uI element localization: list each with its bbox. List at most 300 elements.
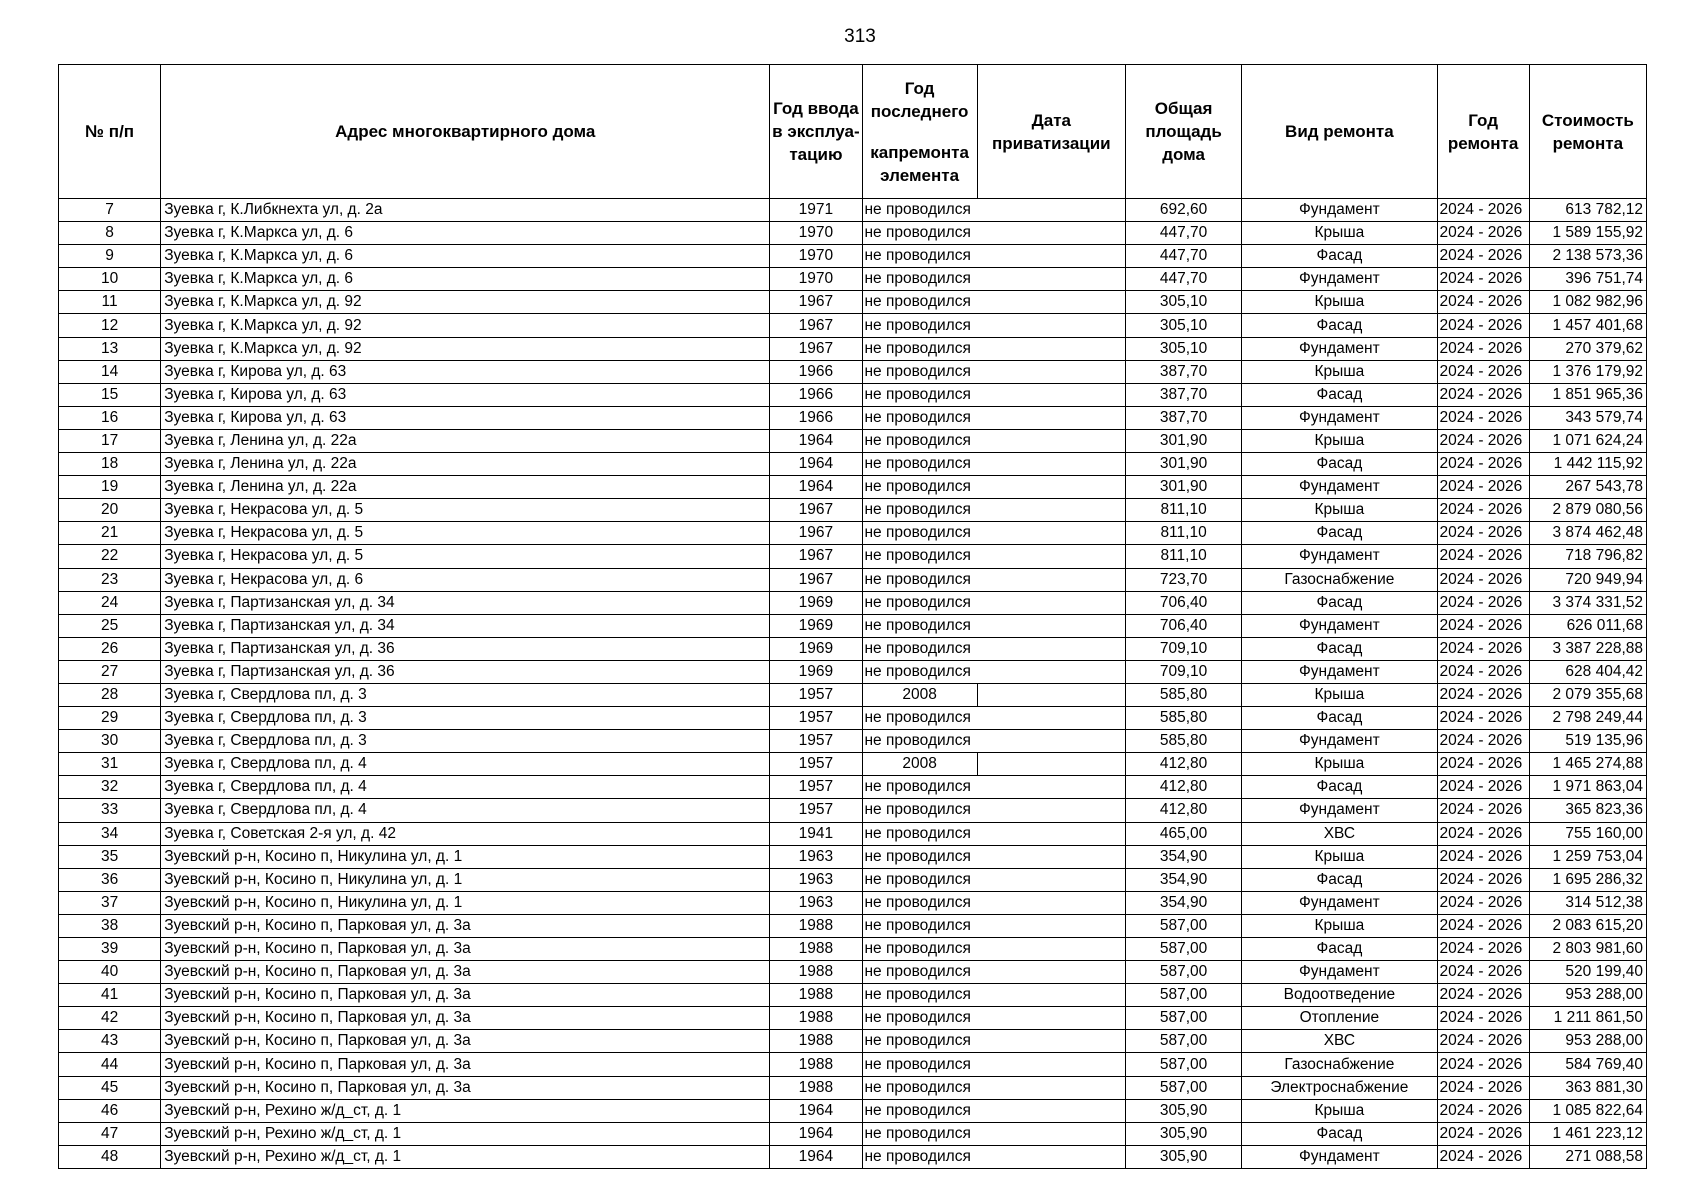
cell-last-repair: не проводился: [862, 291, 977, 314]
cell-repair-kind: Фундамент: [1242, 961, 1437, 984]
cell-last-repair: не проводился: [862, 476, 977, 499]
cell-cost: 267 543,78: [1529, 476, 1646, 499]
table-row: [59, 453, 1647, 476]
cell-year-built: 1967: [770, 522, 862, 545]
cell-year-built: 1988: [770, 914, 862, 937]
cell-privatization: [977, 314, 1125, 337]
table-row: [59, 845, 1647, 868]
table-row: [59, 1122, 1647, 1145]
cell-privatization: [977, 845, 1125, 868]
cell-area: 305,10: [1125, 337, 1241, 360]
cell-address: Зуевский р-н, Косино п, Парковая ул, д. 3а: [161, 938, 770, 961]
header-num: № п/п: [59, 65, 161, 199]
table-row: [59, 660, 1647, 683]
cell-repair-year: 2024 - 2026: [1437, 268, 1529, 291]
cell-repair-year: 2024 - 2026: [1437, 383, 1529, 406]
cell-address: Зуевка г, Ленина ул, д. 22а: [161, 429, 770, 452]
cell-address: Зуевка г, Свердлова пл, д. 3: [161, 730, 770, 753]
cell-address: Зуевка г, К.Маркса ул, д. 6: [161, 222, 770, 245]
table-row: [59, 776, 1647, 799]
cell-privatization: [977, 614, 1125, 637]
cell-last-repair: не проводился: [862, 845, 977, 868]
cell-repair-kind: ХВС: [1242, 822, 1437, 845]
cell-privatization: [977, 499, 1125, 522]
cell-address: Зуевка г, К.Маркса ул, д. 6: [161, 245, 770, 268]
cell-last-repair: не проводился: [862, 799, 977, 822]
cell-area: 465,00: [1125, 822, 1241, 845]
cell-year-built: 1964: [770, 1145, 862, 1168]
table-row: [59, 753, 1647, 776]
cell-last-repair: не проводился: [862, 707, 977, 730]
cell-privatization: [977, 591, 1125, 614]
table-row: [59, 1145, 1647, 1168]
cell-repair-kind: Фасад: [1242, 245, 1437, 268]
cell-cost: 1 971 863,04: [1529, 776, 1646, 799]
cell-repair-year: 2024 - 2026: [1437, 1145, 1529, 1168]
cell-area: 387,70: [1125, 360, 1241, 383]
cell-cost: 1 442 115,92: [1529, 453, 1646, 476]
cell-num: 30: [59, 730, 161, 753]
cell-year-built: 1969: [770, 591, 862, 614]
cell-address: Зуевский р-н, Косино п, Парковая ул, д. 3а: [161, 914, 770, 937]
cell-address: Зуевка г, Свердлова пл, д. 4: [161, 799, 770, 822]
cell-area: 587,00: [1125, 914, 1241, 937]
table-row: [59, 1007, 1647, 1030]
table-row: [59, 614, 1647, 637]
cell-address: Зуевка г, Свердлова пл, д. 4: [161, 753, 770, 776]
cell-year-built: 1964: [770, 476, 862, 499]
cell-cost: 2 798 249,44: [1529, 707, 1646, 730]
table-row: [59, 938, 1647, 961]
cell-address: Зуевка г, Партизанская ул, д. 36: [161, 637, 770, 660]
cell-privatization: [977, 429, 1125, 452]
cell-repair-year: 2024 - 2026: [1437, 637, 1529, 660]
cell-repair-kind: Фасад: [1242, 522, 1437, 545]
cell-num: 20: [59, 499, 161, 522]
cell-area: 709,10: [1125, 660, 1241, 683]
cell-cost: 1 259 753,04: [1529, 845, 1646, 868]
cell-repair-kind: Фасад: [1242, 776, 1437, 799]
cell-repair-year: 2024 - 2026: [1437, 891, 1529, 914]
cell-privatization: [977, 222, 1125, 245]
cell-repair-kind: Фундамент: [1242, 337, 1437, 360]
cell-repair-year: 2024 - 2026: [1437, 245, 1529, 268]
cell-repair-kind: Фундамент: [1242, 268, 1437, 291]
table-row: [59, 591, 1647, 614]
cell-repair-year: 2024 - 2026: [1437, 753, 1529, 776]
cell-num: 21: [59, 522, 161, 545]
cell-num: 33: [59, 799, 161, 822]
cell-repair-year: 2024 - 2026: [1437, 845, 1529, 868]
cell-address: Зуевка г, Ленина ул, д. 22а: [161, 476, 770, 499]
cell-area: 301,90: [1125, 453, 1241, 476]
cell-cost: 1 376 179,92: [1529, 360, 1646, 383]
cell-repair-year: 2024 - 2026: [1437, 429, 1529, 452]
cell-privatization: [977, 914, 1125, 937]
cell-year-built: 1988: [770, 1007, 862, 1030]
cell-cost: 626 011,68: [1529, 614, 1646, 637]
cell-num: 36: [59, 868, 161, 891]
page-number: 313: [844, 26, 876, 47]
table-row: [59, 961, 1647, 984]
cell-privatization: [977, 938, 1125, 961]
cell-privatization: [977, 868, 1125, 891]
cell-address: Зуевский р-н, Косино п, Парковая ул, д. 3а: [161, 1053, 770, 1076]
cell-cost: 953 288,00: [1529, 984, 1646, 1007]
cell-repair-kind: Фасад: [1242, 707, 1437, 730]
cell-area: 305,10: [1125, 314, 1241, 337]
cell-repair-kind: Фундамент: [1242, 799, 1437, 822]
cell-repair-kind: Крыша: [1242, 360, 1437, 383]
cell-year-built: 1969: [770, 637, 862, 660]
cell-last-repair: не проводился: [862, 314, 977, 337]
table-row: [59, 429, 1647, 452]
cell-address: Зуевский р-н, Рехино ж/д_ст, д. 1: [161, 1099, 770, 1122]
cell-privatization: [977, 268, 1125, 291]
table-row: [59, 1076, 1647, 1099]
cell-repair-kind: Фундамент: [1242, 476, 1437, 499]
cell-repair-kind: Крыша: [1242, 1099, 1437, 1122]
table-row: [59, 984, 1647, 1007]
cell-repair-year: 2024 - 2026: [1437, 222, 1529, 245]
cell-cost: 1 465 274,88: [1529, 753, 1646, 776]
cell-repair-kind: Фасад: [1242, 637, 1437, 660]
cell-repair-year: 2024 - 2026: [1437, 730, 1529, 753]
cell-area: 447,70: [1125, 245, 1241, 268]
cell-repair-kind: Фасад: [1242, 314, 1437, 337]
cell-year-built: 1963: [770, 868, 862, 891]
cell-address: Зуевка г, Кирова ул, д. 63: [161, 360, 770, 383]
table-row: [59, 637, 1647, 660]
cell-area: 447,70: [1125, 222, 1241, 245]
cell-repair-year: 2024 - 2026: [1437, 1122, 1529, 1145]
cell-num: 41: [59, 984, 161, 1007]
cell-last-repair: не проводился: [862, 660, 977, 683]
cell-year-built: 1988: [770, 1030, 862, 1053]
cell-cost: 1 695 286,32: [1529, 868, 1646, 891]
cell-address: Зуевский р-н, Рехино ж/д_ст, д. 1: [161, 1145, 770, 1168]
cell-area: 709,10: [1125, 637, 1241, 660]
header-repair-year: Год ремонта: [1437, 65, 1529, 199]
table-row: [59, 1099, 1647, 1122]
cell-area: 811,10: [1125, 545, 1241, 568]
cell-year-built: 1964: [770, 429, 862, 452]
cell-repair-kind: Газоснабжение: [1242, 1053, 1437, 1076]
cell-num: 43: [59, 1030, 161, 1053]
cell-address: Зуевский р-н, Косино п, Парковая ул, д. 3а: [161, 1007, 770, 1030]
table-row: [59, 822, 1647, 845]
table-row: [59, 268, 1647, 291]
cell-repair-kind: Фасад: [1242, 383, 1437, 406]
cell-num: 28: [59, 683, 161, 706]
cell-year-built: 1957: [770, 799, 862, 822]
table-header-row: [59, 65, 1647, 199]
cell-cost: 1 085 822,64: [1529, 1099, 1646, 1122]
cell-repair-year: 2024 - 2026: [1437, 499, 1529, 522]
cell-area: 301,90: [1125, 429, 1241, 452]
cell-repair-year: 2024 - 2026: [1437, 360, 1529, 383]
cell-num: 45: [59, 1076, 161, 1099]
cell-repair-kind: Фасад: [1242, 1122, 1437, 1145]
cell-last-repair: не проводился: [862, 429, 977, 452]
cell-privatization: [977, 453, 1125, 476]
cell-address: Зуевский р-н, Косино п, Парковая ул, д. 3а: [161, 1076, 770, 1099]
table-row: [59, 360, 1647, 383]
table-row: [59, 522, 1647, 545]
cell-year-built: 1967: [770, 291, 862, 314]
cell-repair-year: 2024 - 2026: [1437, 314, 1529, 337]
cell-last-repair: не проводился: [862, 1007, 977, 1030]
cell-privatization: [977, 1053, 1125, 1076]
cell-privatization: [977, 245, 1125, 268]
cell-address: Зуевка г, Свердлова пл, д. 4: [161, 776, 770, 799]
cell-last-repair: не проводился: [862, 1099, 977, 1122]
cell-num: 39: [59, 938, 161, 961]
cell-repair-year: 2024 - 2026: [1437, 683, 1529, 706]
cell-year-built: 1964: [770, 453, 862, 476]
table-row: [59, 199, 1647, 222]
cell-year-built: 1957: [770, 683, 862, 706]
cell-cost: 720 949,94: [1529, 568, 1646, 591]
cell-repair-year: 2024 - 2026: [1437, 776, 1529, 799]
cell-last-repair: не проводился: [862, 891, 977, 914]
cell-area: 587,00: [1125, 938, 1241, 961]
cell-repair-kind: Фундамент: [1242, 891, 1437, 914]
cell-cost: 363 881,30: [1529, 1076, 1646, 1099]
cell-area: 305,90: [1125, 1145, 1241, 1168]
cell-area: 692,60: [1125, 199, 1241, 222]
cell-address: Зуевка г, К.Маркса ул, д. 92: [161, 314, 770, 337]
cell-cost: 270 379,62: [1529, 337, 1646, 360]
cell-num: 11: [59, 291, 161, 314]
cell-last-repair: не проводился: [862, 199, 977, 222]
cell-year-built: 1967: [770, 314, 862, 337]
cell-cost: 3 374 331,52: [1529, 591, 1646, 614]
cell-area: 811,10: [1125, 499, 1241, 522]
cell-privatization: [977, 383, 1125, 406]
cell-repair-year: 2024 - 2026: [1437, 1007, 1529, 1030]
cell-area: 706,40: [1125, 614, 1241, 637]
cell-num: 42: [59, 1007, 161, 1030]
cell-last-repair: не проводился: [862, 360, 977, 383]
cell-address: Зуевка г, К.Маркса ул, д. 92: [161, 337, 770, 360]
header-last-repair: [862, 65, 977, 199]
cell-address: Зуевский р-н, Косино п, Никулина ул, д. 1: [161, 868, 770, 891]
cell-num: 37: [59, 891, 161, 914]
cell-privatization: [977, 522, 1125, 545]
cell-year-built: 1966: [770, 360, 862, 383]
cell-year-built: 1967: [770, 499, 862, 522]
table-body: [59, 199, 1647, 1169]
cell-last-repair: не проводился: [862, 914, 977, 937]
cell-area: 305,90: [1125, 1099, 1241, 1122]
cell-address: Зуевка г, Партизанская ул, д. 36: [161, 660, 770, 683]
cell-year-built: 1957: [770, 776, 862, 799]
cell-privatization: [977, 776, 1125, 799]
cell-area: 706,40: [1125, 591, 1241, 614]
cell-num: 14: [59, 360, 161, 383]
cell-last-repair: не проводился: [862, 337, 977, 360]
cell-address: Зуевка г, Ленина ул, д. 22а: [161, 453, 770, 476]
cell-last-repair: не проводился: [862, 545, 977, 568]
cell-repair-year: 2024 - 2026: [1437, 453, 1529, 476]
cell-repair-year: 2024 - 2026: [1437, 961, 1529, 984]
cell-privatization: [977, 730, 1125, 753]
table-row: [59, 337, 1647, 360]
cell-area: 587,00: [1125, 1076, 1241, 1099]
cell-repair-year: 2024 - 2026: [1437, 406, 1529, 429]
cell-year-built: 1988: [770, 1053, 862, 1076]
cell-area: 587,00: [1125, 1030, 1241, 1053]
cell-repair-year: 2024 - 2026: [1437, 337, 1529, 360]
cell-cost: 1 211 861,50: [1529, 1007, 1646, 1030]
cell-area: 587,00: [1125, 984, 1241, 1007]
cell-num: 18: [59, 453, 161, 476]
cell-last-repair: не проводился: [862, 568, 977, 591]
cell-last-repair: не проводился: [862, 268, 977, 291]
cell-last-repair: не проводился: [862, 383, 977, 406]
cell-repair-kind: Фундамент: [1242, 1145, 1437, 1168]
cell-address: Зуевка г, Некрасова ул, д. 5: [161, 522, 770, 545]
table-row: [59, 545, 1647, 568]
cell-address: Зуевка г, К.Маркса ул, д. 92: [161, 291, 770, 314]
cell-year-built: 1963: [770, 845, 862, 868]
cell-area: 587,00: [1125, 961, 1241, 984]
cell-last-repair: не проводился: [862, 499, 977, 522]
cell-area: 412,80: [1125, 776, 1241, 799]
cell-num: 38: [59, 914, 161, 937]
cell-cost: 1 071 624,24: [1529, 429, 1646, 452]
cell-privatization: [977, 1145, 1125, 1168]
cell-area: 301,90: [1125, 476, 1241, 499]
cell-repair-kind: Фасад: [1242, 453, 1437, 476]
cell-privatization: [977, 799, 1125, 822]
cell-repair-kind: Фундамент: [1242, 730, 1437, 753]
cell-last-repair: не проводился: [862, 1030, 977, 1053]
cell-address: Зуевский р-н, Косино п, Парковая ул, д. 3а: [161, 961, 770, 984]
cell-privatization: [977, 406, 1125, 429]
cell-num: 34: [59, 822, 161, 845]
cell-address: Зуевка г, Советская 2-я ул, д. 42: [161, 822, 770, 845]
cell-num: 44: [59, 1053, 161, 1076]
cell-num: 48: [59, 1145, 161, 1168]
cell-cost: 271 088,58: [1529, 1145, 1646, 1168]
cell-num: 12: [59, 314, 161, 337]
cell-repair-kind: Фундамент: [1242, 614, 1437, 637]
cell-num: 47: [59, 1122, 161, 1145]
cell-privatization: [977, 683, 1125, 706]
cell-repair-year: 2024 - 2026: [1437, 914, 1529, 937]
cell-area: 587,00: [1125, 1007, 1241, 1030]
table-row: [59, 1053, 1647, 1076]
cell-year-built: 1988: [770, 961, 862, 984]
cell-address: Зуевка г, Некрасова ул, д. 5: [161, 499, 770, 522]
cell-cost: 953 288,00: [1529, 1030, 1646, 1053]
cell-last-repair: не проводился: [862, 637, 977, 660]
header-area: Общая площадь дома: [1125, 65, 1241, 199]
cell-privatization: [977, 637, 1125, 660]
cell-num: 15: [59, 383, 161, 406]
cell-repair-year: 2024 - 2026: [1437, 660, 1529, 683]
cell-area: 305,10: [1125, 291, 1241, 314]
cell-repair-year: 2024 - 2026: [1437, 591, 1529, 614]
cell-privatization: [977, 1076, 1125, 1099]
cell-year-built: 1964: [770, 1099, 862, 1122]
cell-year-built: 1967: [770, 545, 862, 568]
cell-num: 17: [59, 429, 161, 452]
cell-privatization: [977, 291, 1125, 314]
cell-cost: 2 803 981,60: [1529, 938, 1646, 961]
cell-address: Зуевский р-н, Косино п, Никулина ул, д. 1: [161, 891, 770, 914]
cell-last-repair: 2008: [862, 753, 977, 776]
cell-last-repair: не проводился: [862, 591, 977, 614]
cell-privatization: [977, 707, 1125, 730]
cell-area: 585,80: [1125, 707, 1241, 730]
cell-repair-kind: Электроснабжение: [1242, 1076, 1437, 1099]
cell-repair-kind: Крыша: [1242, 222, 1437, 245]
cell-repair-kind: Крыша: [1242, 914, 1437, 937]
cell-address: Зуевский р-н, Рехино ж/д_ст, д. 1: [161, 1122, 770, 1145]
cell-last-repair: не проводился: [862, 961, 977, 984]
cell-address: Зуевка г, Свердлова пл, д. 3: [161, 683, 770, 706]
cell-num: 31: [59, 753, 161, 776]
cell-address: Зуевка г, К.Либкнехта ул, д. 2а: [161, 199, 770, 222]
cell-repair-year: 2024 - 2026: [1437, 522, 1529, 545]
cell-area: 305,90: [1125, 1122, 1241, 1145]
cell-last-repair: не проводился: [862, 1053, 977, 1076]
cell-area: 585,80: [1125, 730, 1241, 753]
cell-last-repair: не проводился: [862, 522, 977, 545]
cell-privatization: [977, 1030, 1125, 1053]
cell-cost: 2 138 573,36: [1529, 245, 1646, 268]
cell-year-built: 1970: [770, 222, 862, 245]
cell-repair-year: 2024 - 2026: [1437, 1053, 1529, 1076]
cell-area: 585,80: [1125, 683, 1241, 706]
cell-repair-kind: Фасад: [1242, 591, 1437, 614]
cell-last-repair: 2008: [862, 683, 977, 706]
cell-cost: 396 751,74: [1529, 268, 1646, 291]
cell-year-built: 1969: [770, 660, 862, 683]
table-row: [59, 914, 1647, 937]
table-row: [59, 245, 1647, 268]
cell-cost: 2 083 615,20: [1529, 914, 1646, 937]
cell-year-built: 1988: [770, 938, 862, 961]
cell-repair-kind: Фундамент: [1242, 406, 1437, 429]
cell-address: Зуевка г, Партизанская ул, д. 34: [161, 614, 770, 637]
cell-last-repair: не проводился: [862, 1145, 977, 1168]
cell-privatization: [977, 660, 1125, 683]
cell-last-repair: не проводился: [862, 822, 977, 845]
table-row: [59, 891, 1647, 914]
cell-year-built: 1957: [770, 730, 862, 753]
cell-cost: 3 387 228,88: [1529, 637, 1646, 660]
cell-repair-kind: Крыша: [1242, 683, 1437, 706]
cell-num: 23: [59, 568, 161, 591]
cell-area: 447,70: [1125, 268, 1241, 291]
cell-cost: 718 796,82: [1529, 545, 1646, 568]
cell-address: Зуевка г, Кирова ул, д. 63: [161, 383, 770, 406]
cell-last-repair: не проводился: [862, 868, 977, 891]
cell-address: Зуевка г, Некрасова ул, д. 6: [161, 568, 770, 591]
cell-repair-kind: Фундамент: [1242, 545, 1437, 568]
cell-year-built: 1971: [770, 199, 862, 222]
cell-repair-kind: Отопление: [1242, 1007, 1437, 1030]
cell-repair-year: 2024 - 2026: [1437, 199, 1529, 222]
cell-area: 387,70: [1125, 383, 1241, 406]
cell-cost: 2 079 355,68: [1529, 683, 1646, 706]
cell-cost: 520 199,40: [1529, 961, 1646, 984]
cell-area: 723,70: [1125, 568, 1241, 591]
